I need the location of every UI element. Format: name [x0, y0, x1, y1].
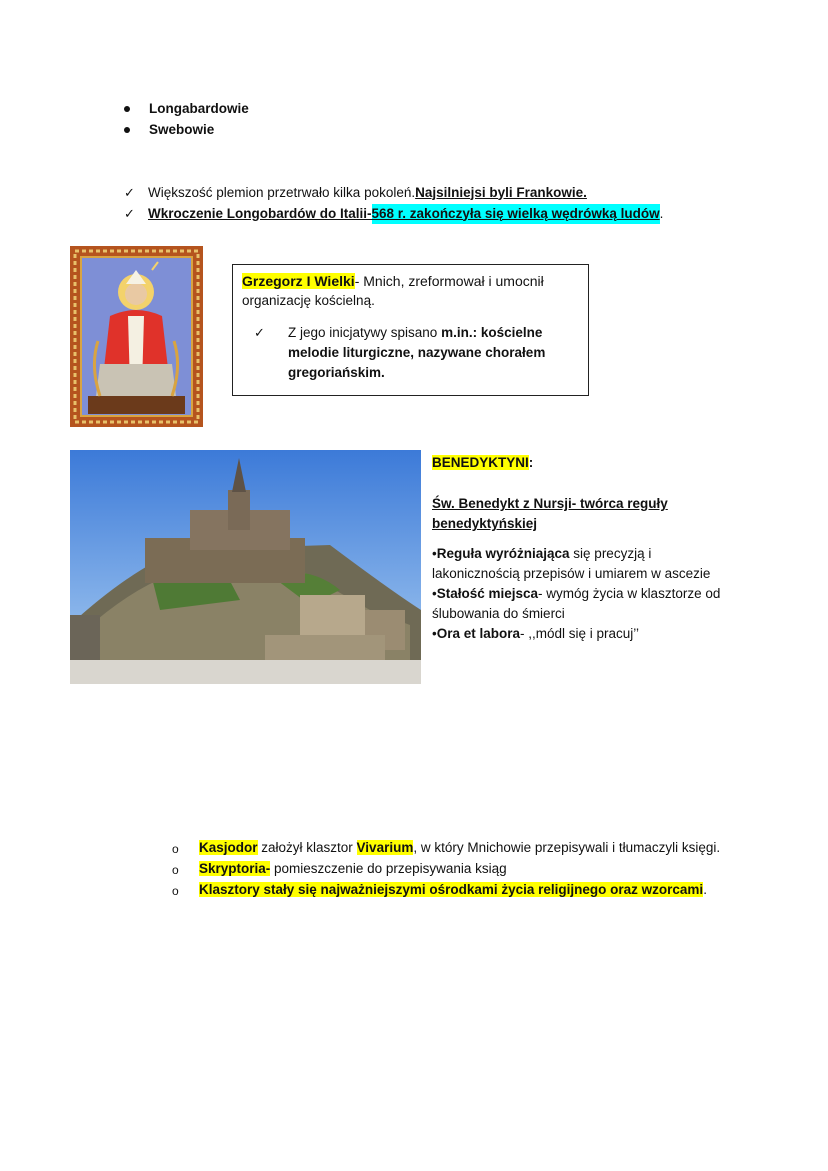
checkmark-icon: ✓ — [254, 325, 265, 340]
mont-saint-michel-photo — [70, 450, 421, 684]
hollow-circle-icon: o — [172, 863, 179, 877]
sub-bold-line2: melodie liturgiczne, nazywane chorałem — [288, 345, 546, 360]
note-text — [199, 838, 720, 859]
rule-rest: - ,,módl się i pracuj’’ — [520, 626, 640, 641]
bullet-dot-icon: • — [432, 546, 437, 561]
tribe-name: Swebowie — [149, 121, 215, 137]
founder-line1: Św. Benedykt z Nursji- twórca reguły — [432, 496, 668, 511]
check-text-highlighted: 568 r. zakończyła się wielką wędrówką ludów — [372, 204, 660, 224]
list-item — [172, 838, 732, 859]
note-highlight: Skryptoria- — [199, 861, 271, 876]
list-item — [124, 182, 663, 203]
monastery-notes-list — [172, 838, 732, 901]
section-heading — [432, 453, 752, 473]
rule-bold: Ora et labora — [436, 626, 521, 641]
note-mid: założył klasztor — [257, 840, 357, 855]
bullet-dot-icon: • — [432, 586, 437, 601]
rule-rest: się precyzją i — [569, 546, 652, 561]
founder-line2: benedyktyńskiej — [432, 516, 538, 531]
list-item — [432, 584, 752, 624]
rule-rest-line2: lakonicznością przepisów i umiarem w ascezie — [432, 566, 711, 581]
check-text-underlined: Wkroczenie Longobardów do Italii- — [148, 205, 372, 221]
note-text — [199, 859, 507, 880]
list-item — [120, 119, 249, 140]
list-item — [432, 624, 752, 644]
rule-rest: - wymóg życia w klasztorze od — [538, 586, 721, 601]
gregory-the-great-icon-image — [70, 246, 203, 427]
check-list — [124, 182, 663, 224]
list-item — [172, 880, 732, 901]
rule-bold: Stałość miejsca — [436, 586, 539, 601]
list-item — [124, 203, 663, 224]
bullet-dot-icon — [124, 106, 130, 112]
note-highlight-2: Vivarium — [356, 840, 414, 855]
hollow-circle-icon: o — [172, 884, 179, 898]
gregory-desc-line2: organizację kościelną. — [242, 293, 375, 308]
list-item — [172, 859, 732, 880]
gregory-desc-line1: - Mnich, zreformował i umocnił — [354, 273, 544, 289]
check-text-plain: Większość plemion przetrwało kilka pokoleń. — [148, 184, 416, 200]
note-text — [199, 880, 707, 901]
rule-rest-line2: ślubowania do śmierci — [432, 606, 565, 621]
heading-colon: : — [528, 455, 534, 470]
hollow-circle-icon: o — [172, 842, 179, 856]
check-text-tail: . — [659, 205, 664, 221]
check-text-underlined: Najsilniejsi byli Frankowie. — [415, 184, 587, 200]
gregory-sub-item — [242, 323, 579, 383]
gregory-name: Grzegorz I Wielki — [242, 273, 355, 289]
tribe-bullet-list — [120, 98, 249, 140]
benedictines-section — [432, 453, 752, 644]
note-rest: pomieszczenie do przepisywania ksiąg — [270, 861, 507, 876]
note-highlight: Klasztory stały się najważniejszymi ośrodkami życia religijnego oraz wzorcami — [199, 882, 704, 897]
checkmark-icon: ✓ — [124, 184, 135, 200]
note-rest: , w który Mnichowie przepisywali i tłumaczyli księgi. — [413, 840, 721, 855]
list-item — [432, 544, 752, 584]
sub-bold-line3: gregoriańskim. — [288, 365, 385, 380]
rule-bold: Reguła wyróżniająca — [436, 546, 570, 561]
gregory-info-box — [232, 264, 589, 396]
bullet-dot-icon: • — [432, 626, 437, 641]
box-heading — [242, 271, 579, 291]
bullet-dot-icon — [124, 127, 130, 133]
sub-plain: Z jego inicjatywy spisano — [288, 325, 442, 340]
checkmark-icon: ✓ — [124, 205, 135, 221]
sub-bold-line1: m.in.: kościelne — [441, 325, 543, 340]
tribe-name: Longabardowie — [149, 100, 249, 116]
benedictines-heading: BENEDYKTYNI — [432, 455, 529, 470]
note-highlight: Kasjodor — [199, 840, 258, 855]
list-item — [120, 98, 249, 119]
note-rest: . — [703, 882, 707, 897]
